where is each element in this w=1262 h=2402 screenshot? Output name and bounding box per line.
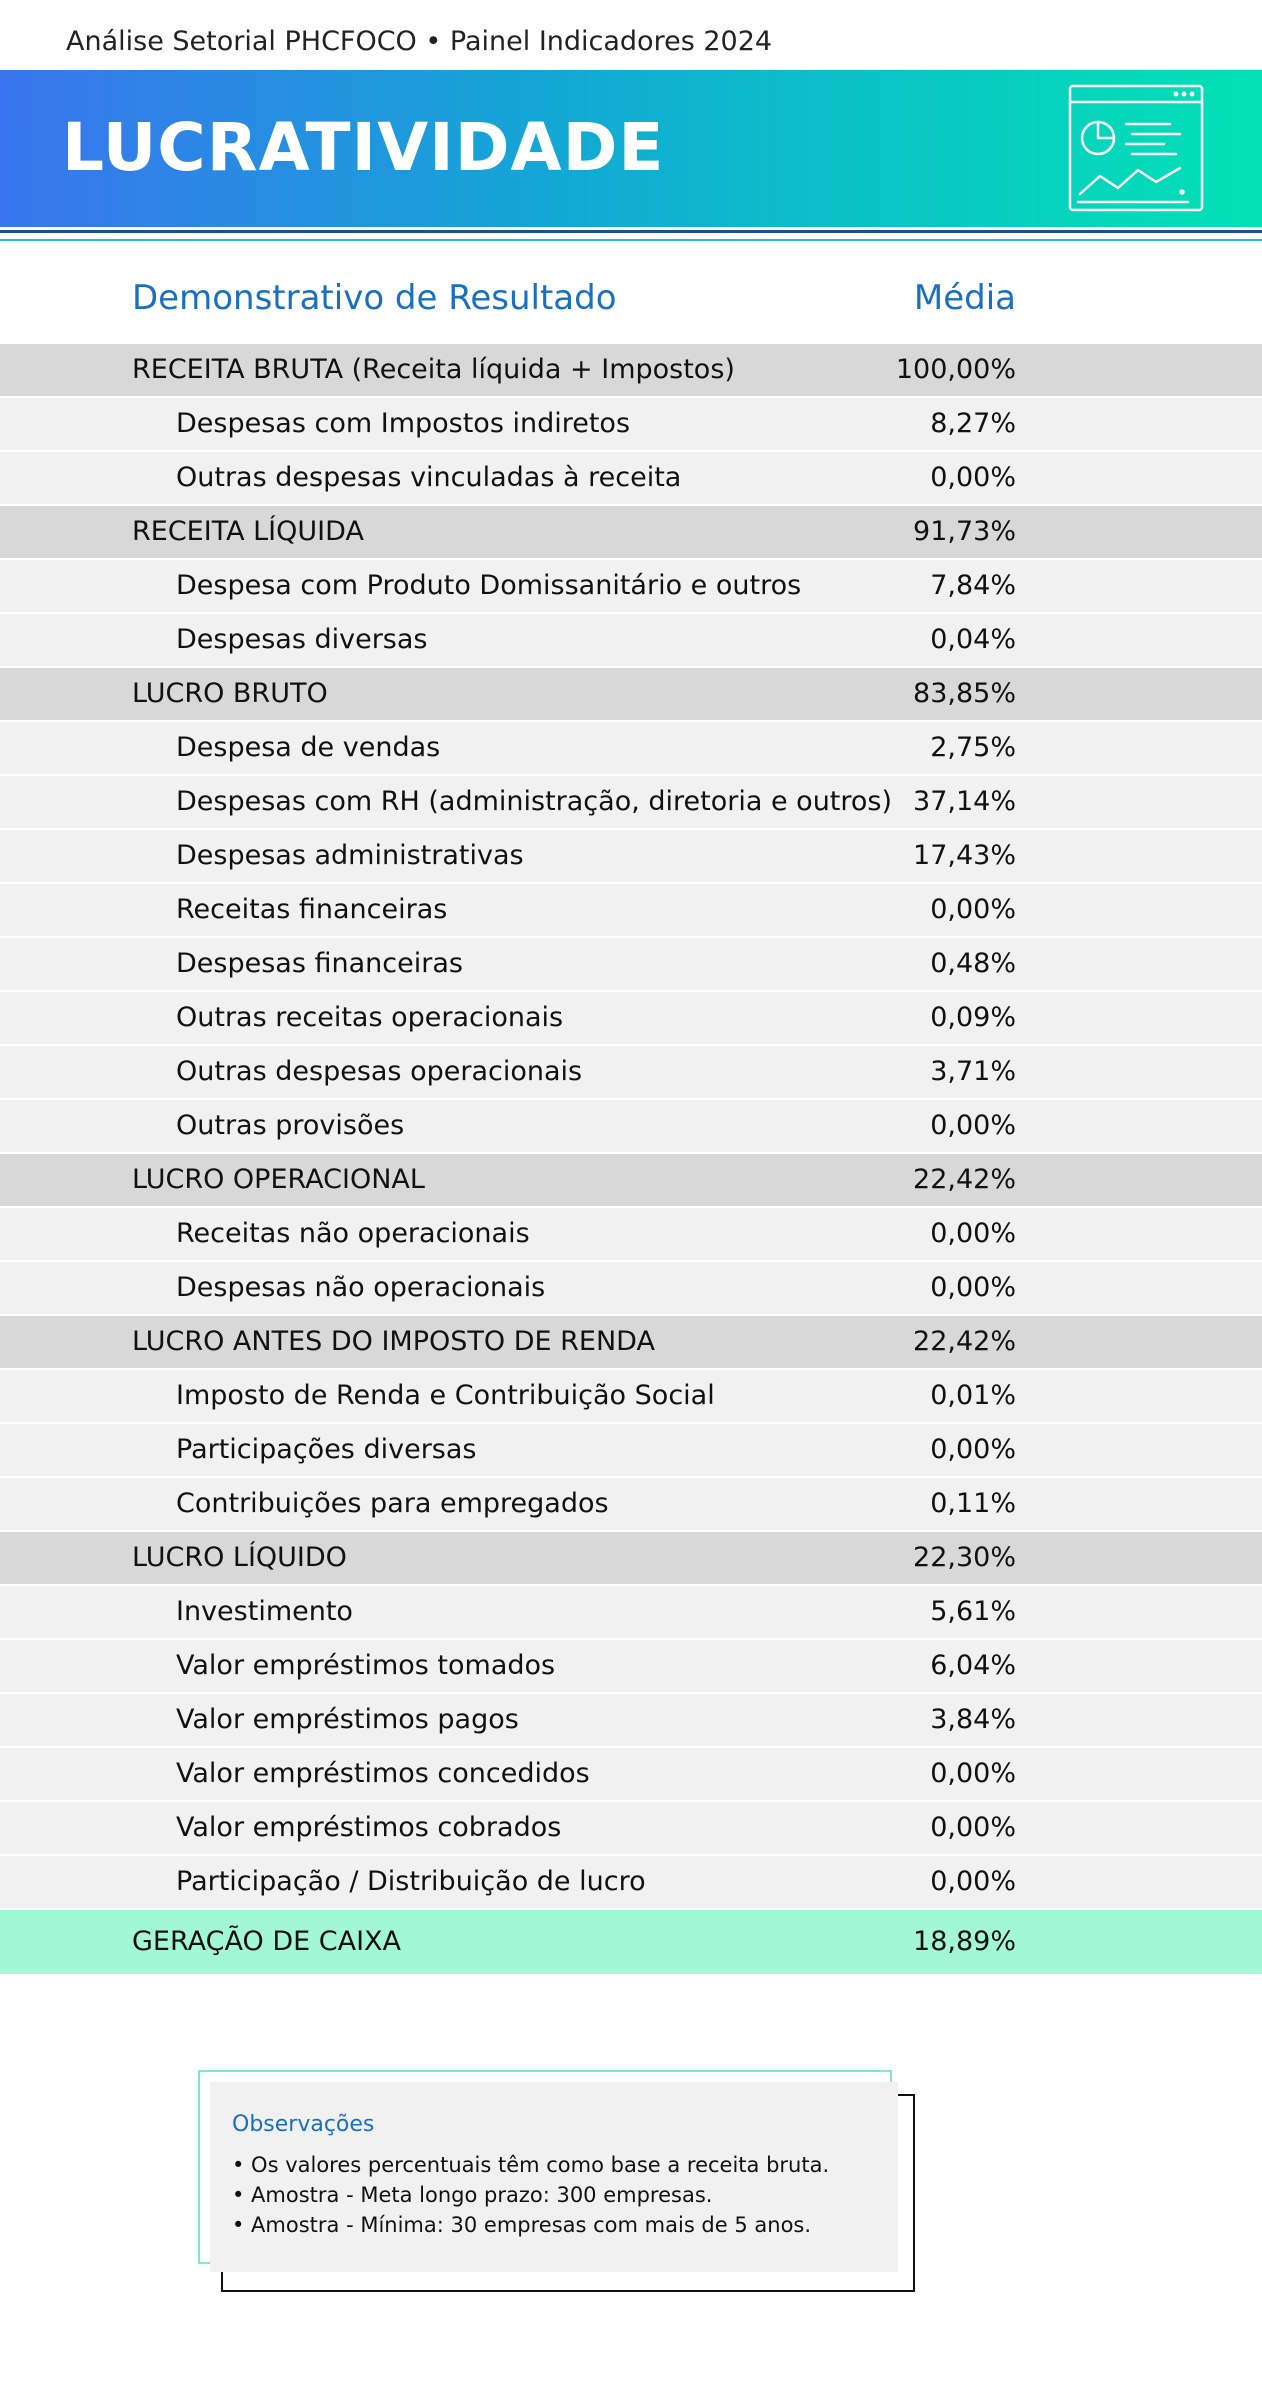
note-item: • Os valores percentuais têm como base a receita bruta. bbox=[232, 2153, 830, 2177]
row-value: 0,00% bbox=[930, 1272, 1016, 1303]
note-item: • Amostra - Meta longo prazo: 300 empresas. bbox=[232, 2183, 713, 2207]
row-label: Despesa com Produto Domissanitário e outros bbox=[176, 570, 802, 601]
table-header bbox=[0, 278, 1262, 328]
row-value: 17,43% bbox=[913, 840, 1016, 871]
row-value: 0,00% bbox=[930, 1218, 1016, 1249]
table-row bbox=[0, 614, 1262, 666]
row-value: 0,00% bbox=[930, 462, 1016, 493]
table-row bbox=[0, 1424, 1262, 1476]
table-row bbox=[0, 992, 1262, 1044]
table-row bbox=[0, 398, 1262, 450]
notes-list bbox=[232, 2150, 829, 2240]
row-value: 7,84% bbox=[930, 570, 1016, 601]
row-label: Outras provisões bbox=[176, 1110, 405, 1141]
row-value: 0,11% bbox=[930, 1488, 1016, 1519]
row-label: Participações diversas bbox=[176, 1434, 477, 1465]
row-label: Valor empréstimos pagos bbox=[176, 1704, 519, 1735]
row-value: 0,00% bbox=[930, 1758, 1016, 1789]
row-value: 2,75% bbox=[930, 732, 1016, 763]
title-banner bbox=[0, 70, 1262, 227]
row-label: RECEITA BRUTA (Receita líquida + Impostos) bbox=[132, 354, 735, 385]
row-value: 5,61% bbox=[930, 1596, 1016, 1627]
page-title: LUCRATIVIDADE bbox=[62, 109, 665, 186]
row-label: Outras despesas vinculadas à receita bbox=[176, 462, 682, 493]
row-value: 22,42% bbox=[913, 1326, 1016, 1357]
row-label: Investimento bbox=[176, 1596, 353, 1627]
row-label: Despesas financeiras bbox=[176, 948, 463, 979]
row-value: 37,14% bbox=[913, 786, 1016, 817]
table-row bbox=[0, 1046, 1262, 1098]
table-row bbox=[0, 560, 1262, 612]
row-value: 3,84% bbox=[930, 1704, 1016, 1735]
row-value: 0,01% bbox=[930, 1380, 1016, 1411]
row-value: 0,04% bbox=[930, 624, 1016, 655]
row-label: Despesas não operacionais bbox=[176, 1272, 546, 1303]
row-label: LUCRO ANTES DO IMPOSTO DE RENDA bbox=[132, 1326, 655, 1357]
row-label: Receitas não operacionais bbox=[176, 1218, 530, 1249]
row-label: Outras despesas operacionais bbox=[176, 1056, 583, 1087]
column-header-value: Média bbox=[913, 278, 1016, 318]
table-row bbox=[0, 1748, 1262, 1800]
table-row-main bbox=[0, 344, 1262, 396]
notes-panel bbox=[210, 2082, 898, 2272]
row-label: Receitas financeiras bbox=[176, 894, 448, 925]
table-row-main bbox=[0, 1154, 1262, 1206]
row-value: 83,85% bbox=[913, 678, 1016, 709]
table-row bbox=[0, 1694, 1262, 1746]
row-label: Despesas com Impostos indiretos bbox=[176, 408, 631, 439]
income-statement-table bbox=[0, 344, 1262, 1976]
row-value: 0,09% bbox=[930, 1002, 1016, 1033]
total-row bbox=[0, 1910, 1262, 1974]
row-value: 6,04% bbox=[930, 1650, 1016, 1681]
row-label: Valor empréstimos concedidos bbox=[176, 1758, 590, 1789]
table-row bbox=[0, 938, 1262, 990]
row-label: Despesas administrativas bbox=[176, 840, 524, 871]
row-value: 22,42% bbox=[913, 1164, 1016, 1195]
row-label: GERAÇÃO DE CAIXA bbox=[132, 1926, 402, 1957]
table-row-main bbox=[0, 1316, 1262, 1368]
row-value: 0,00% bbox=[930, 1110, 1016, 1141]
row-label: RECEITA LÍQUIDA bbox=[132, 516, 364, 547]
row-value: 0,00% bbox=[930, 1812, 1016, 1843]
row-label: Participação / Distribuição de lucro bbox=[176, 1866, 646, 1897]
table-row-main bbox=[0, 1532, 1262, 1584]
table-row bbox=[0, 1856, 1262, 1908]
row-label: Despesas com RH (administração, diretoria e outros) bbox=[176, 786, 893, 817]
row-label: Despesas diversas bbox=[176, 624, 428, 655]
table-row bbox=[0, 776, 1262, 828]
report-caption: Análise Setorial PHCFOCO • Painel Indicadores 2024 bbox=[66, 26, 773, 57]
row-label: Despesa de vendas bbox=[176, 732, 441, 763]
row-value: 0,00% bbox=[930, 1434, 1016, 1465]
row-label: LUCRO LÍQUIDO bbox=[132, 1542, 347, 1573]
table-row bbox=[0, 830, 1262, 882]
row-label: LUCRO BRUTO bbox=[132, 678, 328, 709]
row-label: Valor empréstimos cobrados bbox=[176, 1812, 562, 1843]
table-row bbox=[0, 1478, 1262, 1530]
table-row bbox=[0, 1208, 1262, 1260]
table-row bbox=[0, 1370, 1262, 1422]
table-row bbox=[0, 1802, 1262, 1854]
column-header-label: Demonstrativo de Resultado bbox=[132, 278, 617, 318]
header-divider-teal bbox=[0, 239, 1262, 241]
row-label: Outras receitas operacionais bbox=[176, 1002, 564, 1033]
row-value: 100,00% bbox=[895, 354, 1016, 385]
row-value: 3,71% bbox=[930, 1056, 1016, 1087]
row-value: 91,73% bbox=[913, 516, 1016, 547]
row-value: 22,30% bbox=[913, 1542, 1016, 1573]
table-row bbox=[0, 884, 1262, 936]
table-row bbox=[0, 722, 1262, 774]
note-item: • Amostra - Mínima: 30 empresas com mais de 5 anos. bbox=[232, 2213, 812, 2237]
header-divider-dark bbox=[0, 230, 1262, 233]
table-row bbox=[0, 452, 1262, 504]
row-label: Valor empréstimos tomados bbox=[176, 1650, 556, 1681]
row-label: LUCRO OPERACIONAL bbox=[132, 1164, 425, 1195]
table-row bbox=[0, 1640, 1262, 1692]
table-row-main bbox=[0, 668, 1262, 720]
row-label: Imposto de Renda e Contribuição Social bbox=[176, 1380, 715, 1411]
row-label: Contribuições para empregados bbox=[176, 1488, 609, 1519]
row-value: 8,27% bbox=[930, 408, 1016, 439]
table-row bbox=[0, 1262, 1262, 1314]
row-value: 18,89% bbox=[913, 1926, 1016, 1957]
notes-title: Observações bbox=[232, 2112, 375, 2137]
table-row bbox=[0, 1100, 1262, 1152]
row-value: 0,00% bbox=[930, 1866, 1016, 1897]
table-row bbox=[0, 1586, 1262, 1638]
row-value: 0,48% bbox=[930, 948, 1016, 979]
table-row-main bbox=[0, 506, 1262, 558]
dashboard-report-icon bbox=[1060, 76, 1210, 216]
row-value: 0,00% bbox=[930, 894, 1016, 925]
